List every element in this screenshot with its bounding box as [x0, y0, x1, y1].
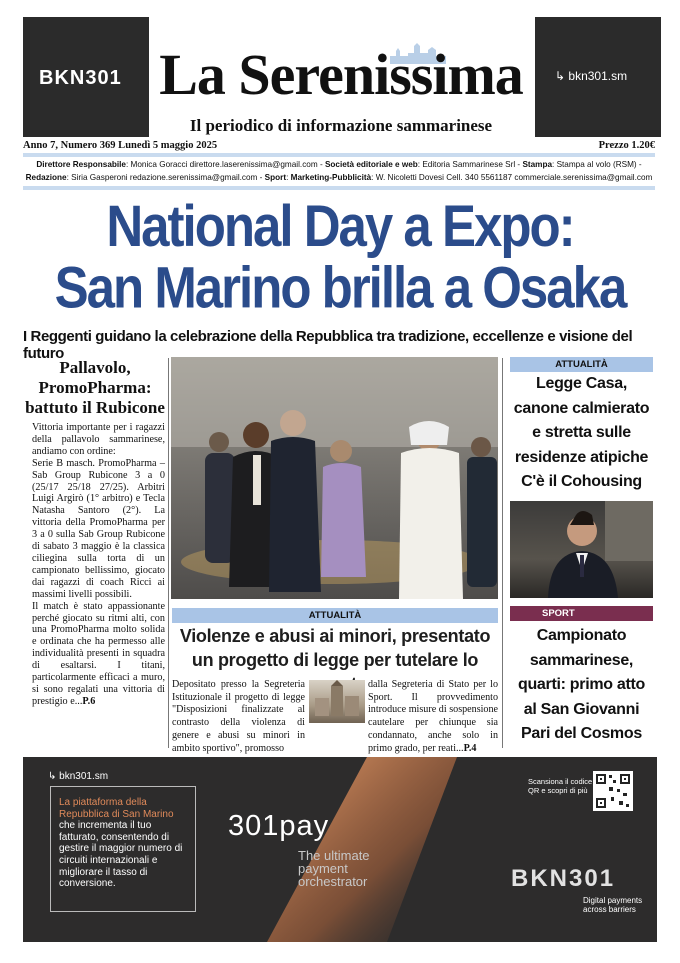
photo-people-silhouettes: [171, 357, 498, 599]
bkn301-ad-claim: Digital payments across barriers: [583, 896, 643, 914]
divider-credits: [23, 186, 655, 190]
category-label: ATTUALITÀ: [172, 608, 498, 623]
column-divider: [502, 358, 503, 748]
301pay-brand: 301pay: [228, 810, 330, 842]
bkn301-link[interactable]: ↳ bkn301.sm: [555, 69, 628, 83]
football-article-title[interactable]: Campionato sammarinese, quarti: primo atto al San Giovanni Pari del Cosmos: [517, 627, 646, 742]
volley-paragraph: Vittoria importante per i ragazzi della pallavolo sammarinese, andiamo con ordine:: [32, 422, 165, 457]
politician-photo[interactable]: [510, 501, 653, 598]
volley-article-body: [32, 422, 165, 708]
bkn301-ad-right[interactable]: [535, 17, 661, 137]
301pay-tagline: The ultimate payment orchestrator: [298, 848, 370, 889]
article-thumbnail[interactable]: [309, 680, 365, 723]
bkn301-ad-logo: BKN301: [511, 865, 616, 892]
column-divider: [168, 358, 169, 748]
main-headline-line1: National Day a Expo:: [106, 193, 574, 259]
qr-code-icon[interactable]: [593, 771, 633, 811]
ad-text-box: La piattaforma della Repubblica di San Marino che incrementa il tuo fatturato, consentendo di gestire il maggior numero di circuiti internazionali e migliorare il tasso di conversione.: [50, 786, 196, 912]
301pay-advertisement[interactable]: [23, 757, 657, 942]
main-headline-line2: San Marino brilla a Osaka: [54, 255, 626, 321]
issue-price: Prezzo 1.20€: [598, 140, 655, 151]
page-reference[interactable]: P.4: [463, 742, 477, 754]
violence-article-col1: Depositato presso la Segreteria Istituzionale il progetto di legge "Disposizioni finalizzate al contrasto della violenza di genere e abusi su minori in ambito sportivo", promosso: [172, 679, 305, 754]
divider-top: [23, 153, 655, 157]
issue-info-line: [23, 140, 655, 154]
category-label: ATTUALITÀ: [510, 357, 653, 372]
issue-info: Anno 7, Numero 369 Lunedì 5 maggio 2025: [23, 140, 218, 151]
bkn301-logo: BKN301: [39, 67, 122, 89]
newspaper-title: La Serenissima: [159, 42, 523, 107]
violence-article-title[interactable]: Violenze e abusi ai minori, presentato un progetto di legge per tutelare lo: [179, 626, 491, 670]
newspaper-tagline: Il periodico di informazione sammarinese: [189, 116, 493, 135]
volley-paragraph: Il match è stato appassionante perché giocato su ritmi alti, con una PromoPharma molto solida e ordinata che ha permesso alle individualità presenti in squadra di esaltarsi. I titani, particolarmente efficaci a muro, si sono regalati una vittoria di prestigio e...P.6: [32, 600, 165, 707]
page-reference[interactable]: P.6: [82, 695, 96, 707]
bkn301-ad-link[interactable]: ↳ bkn301.sm: [48, 771, 109, 782]
main-headline[interactable]: [0, 193, 680, 321]
volley-paragraph: Serie B masch. PromoPharma – Sab Group Rubicone 3 a 0 (25/17 25/18 27/25). Arbitri Luigi Argirò (1° arbitro) e Tecla Natasha Santoro (2°). La vittoria della PromoPharma per 3 a 0 sulla Sab Group Rubicone di sabato 3 maggio è la classica ciliegina sulla torta di un campionato bellissimo, giocato dai ragazzi di coach Ricci ai massimi livelli possibili.: [32, 457, 165, 600]
editorial-credits: Direttore Responsabile: Monica Goracci direttore.laserenissima@gmail.com - Società editoriale e web: Editoria Sammarinese Srl - Stampa: Stampa al volo (RSM) - Redazione: Siria Gasperoni redazione.serenissima@gmail.com - Sport: Marketing-Pubblicità: W. Nicoletti Dovesi Cell. 340 5561187 commerciale.serenissima@gmail.com: [25, 160, 653, 182]
main-subhead: I Reggenti guidano la celebrazione della Repubblica tra tradizione, eccellenze e visione del futuro: [23, 328, 633, 362]
qr-instruction: Scansiona il codice QR e scopri di più: [528, 777, 593, 795]
bkn301-ad-left[interactable]: [23, 17, 149, 137]
violence-article-col2: dalla Segreteria di Stato per lo Sport. Il provvedimento introduce misure di sospensione cautelare per chiunque sia condannato, anche solo in primo grado, per reati...P.4: [368, 679, 498, 754]
category-label: SPORT: [510, 606, 653, 621]
volley-article-title[interactable]: Pallavolo, PromoPharma: battuto il Rubicone: [25, 358, 165, 417]
national-day-photo[interactable]: [171, 357, 498, 599]
housing-article-title[interactable]: Legge Casa, canone calmierato e stretta sulle residenze atipiche C'è il Cohousing: [513, 375, 650, 490]
